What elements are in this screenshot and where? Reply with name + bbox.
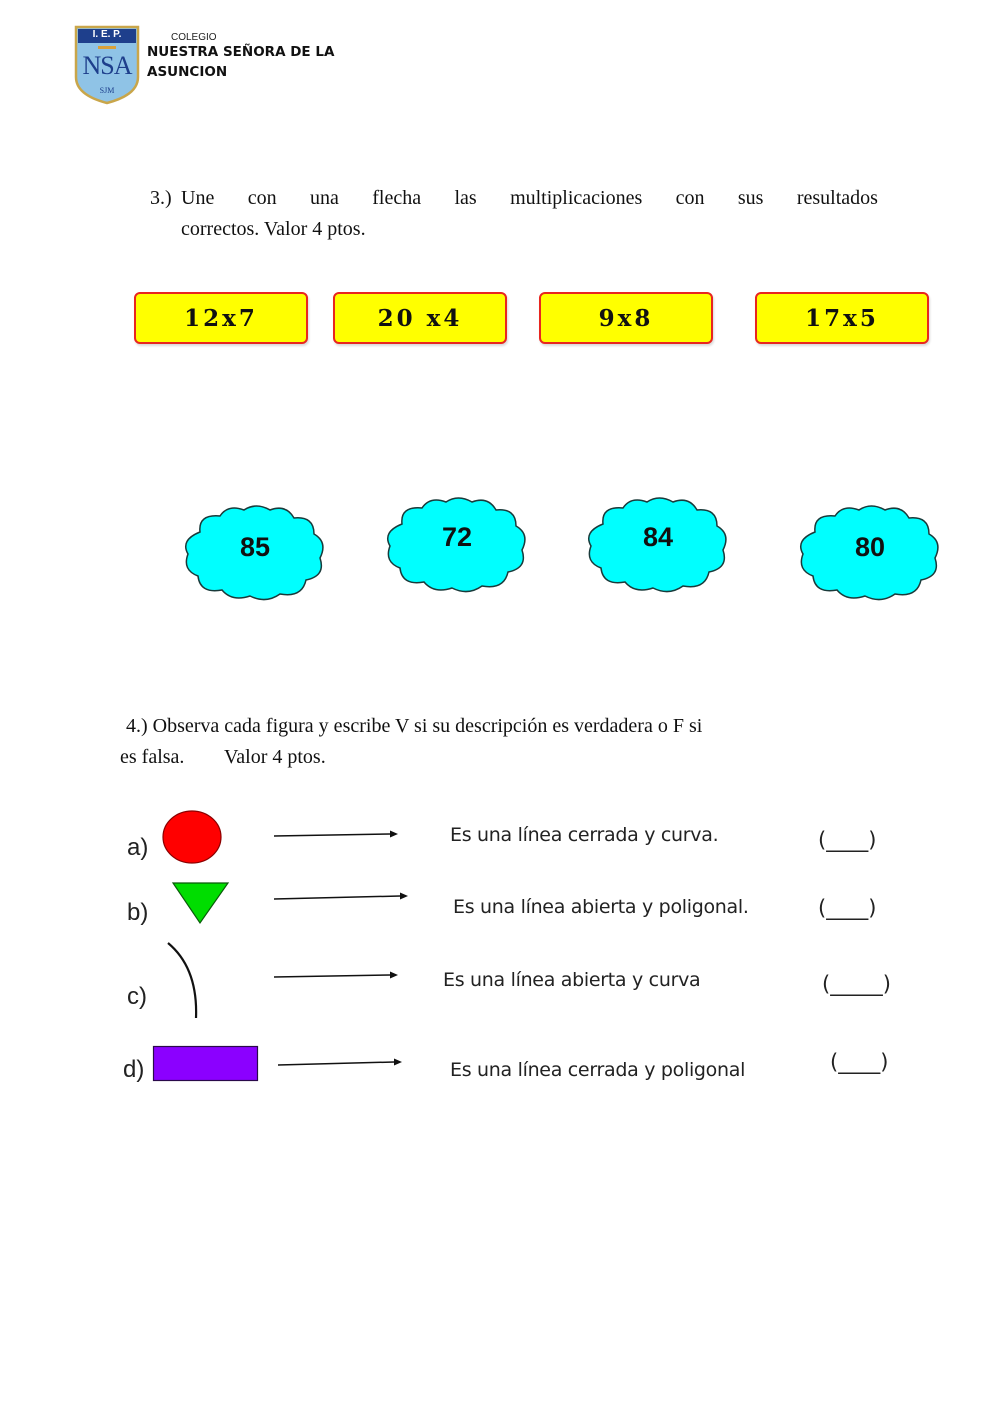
purple-rectangle-icon xyxy=(152,1045,260,1083)
school-name-line2: ASUNCION xyxy=(147,64,228,80)
arrow-icon xyxy=(274,891,409,903)
question-4-line1: 4.) Observa cada figura y escribe V si su descripción es verdadera o F si xyxy=(126,715,703,737)
question-4-line2: es falsa. Valor 4 ptos. xyxy=(120,746,326,768)
item-c-answer-blank[interactable]: (_____) xyxy=(822,972,891,996)
multiplication-box-4[interactable]: 17x5 xyxy=(755,292,929,344)
question-3-instructions xyxy=(150,183,878,245)
green-triangle-icon xyxy=(171,881,231,927)
multiplication-box-2[interactable]: 20 x4 xyxy=(333,292,507,344)
school-logo xyxy=(74,25,140,105)
question-number: 3.) xyxy=(150,187,172,209)
item-b-answer-blank[interactable]: (____) xyxy=(818,896,877,920)
item-d-answer-blank[interactable]: (____) xyxy=(830,1050,889,1074)
red-circle-icon xyxy=(162,810,224,866)
result-cloud-4[interactable] xyxy=(795,502,945,602)
result-value: 84 xyxy=(642,522,674,552)
logo-bottom-text: SJM xyxy=(99,86,115,95)
item-b-label: b) xyxy=(127,899,149,926)
result-cloud-2[interactable] xyxy=(382,494,532,594)
school-name xyxy=(147,42,334,82)
item-d-label: d) xyxy=(123,1056,145,1083)
result-cloud-1[interactable] xyxy=(180,502,330,602)
item-a-answer-blank[interactable]: (____) xyxy=(818,828,877,852)
question-3-line1: Une con una flecha las multiplicaciones con sus resultados xyxy=(181,187,878,209)
logo-top-text: I. E. P. xyxy=(92,29,122,40)
logo-initials: NSA xyxy=(82,51,132,80)
question-4-instructions xyxy=(120,711,870,773)
arrow-icon xyxy=(274,970,399,982)
colegio-label: COLEGIO xyxy=(171,32,217,43)
multiplication-box-1[interactable]: 12x7 xyxy=(134,292,308,344)
result-value: 72 xyxy=(441,522,473,552)
result-cloud-3[interactable] xyxy=(583,494,733,594)
item-b-description: Es una línea abierta y poligonal. xyxy=(453,896,749,918)
item-c-description: Es una línea abierta y curva xyxy=(443,969,701,991)
school-name-line1: NUESTRA SEÑORA DE LA xyxy=(147,44,335,60)
question-3-line2: correctos. Valor 4 ptos. xyxy=(181,218,366,240)
item-a-label: a) xyxy=(127,834,149,861)
arrow-icon xyxy=(278,1057,403,1069)
result-value: 85 xyxy=(239,532,271,562)
arrow-icon xyxy=(274,829,399,841)
item-c-label: c) xyxy=(127,983,147,1010)
item-a-description: Es una línea cerrada y curva. xyxy=(450,824,719,846)
open-curve-icon xyxy=(160,940,210,1022)
multiplication-box-3[interactable]: 9x8 xyxy=(539,292,713,344)
result-value: 80 xyxy=(854,532,886,562)
item-d-description: Es una línea cerrada y poligonal xyxy=(450,1059,746,1081)
